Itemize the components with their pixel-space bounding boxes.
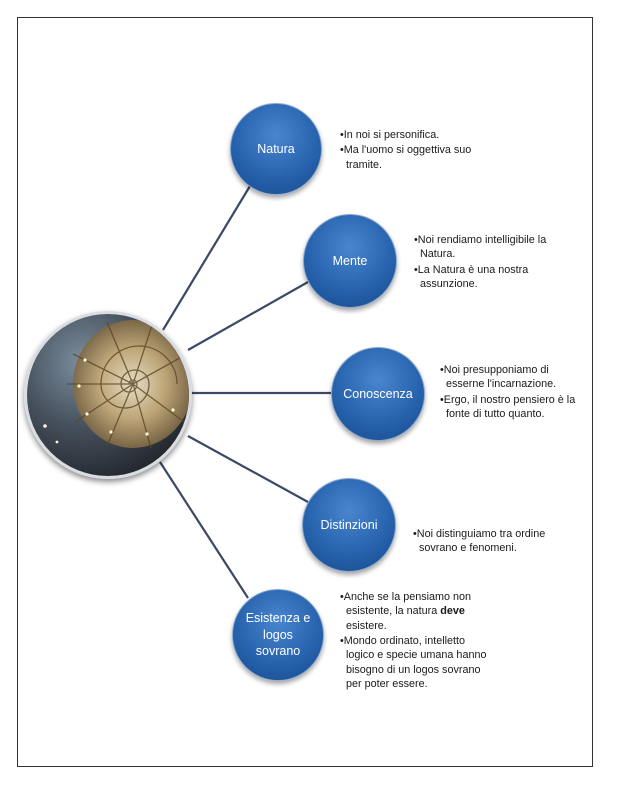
- bullet: •In noi si personifica.: [340, 129, 440, 141]
- nautilus-icon: [27, 314, 189, 476]
- node-conoscenza: [331, 347, 425, 441]
- node-esistenza-label: Esistenza e logos sovrano: [245, 610, 311, 659]
- node-natura-label: Natura: [257, 141, 295, 156]
- bullet: •Noi presupponiamo di esserne l'incarnazione.: [440, 364, 557, 391]
- bullet: •Noi rendiamo intelligibile la Natura.: [414, 234, 547, 261]
- node-distinzioni: [302, 478, 396, 572]
- node-esistenza: [232, 589, 324, 681]
- bullet: •Noi distinguiamo tra ordine sovrano e fenomeni.: [413, 528, 546, 555]
- bullet: •Anche se la pensiamo non esistente, la natura deve esistere.: [340, 591, 472, 632]
- connector-esistenza: [160, 462, 248, 598]
- note-esistenza: [340, 590, 490, 693]
- bullet: •Mondo ordinato, intelletto logico e specie umana hanno bisogno di un logos sovrano per poter essere.: [340, 635, 487, 691]
- emphasis-word: deve: [440, 605, 465, 618]
- bullet: •Ma l'uomo si oggettiva suo tramite.: [340, 144, 472, 171]
- node-mente-label: Mente: [332, 253, 368, 268]
- connector-natura: [163, 186, 250, 330]
- connector-mente: [188, 282, 308, 350]
- connector-distinzioni: [188, 436, 308, 502]
- bullet-esistenza-1: Anche se la pensiamo non esistente, la natura deve esistere.: [343, 591, 472, 632]
- node-distinzioni-label: Distinzioni: [320, 517, 378, 532]
- node-mente: [303, 214, 397, 308]
- bullet: •La Natura è una nostra assunzione.: [414, 263, 529, 291]
- nautilus-shell-image: [24, 311, 192, 479]
- node-natura: [230, 103, 322, 195]
- note-conoscenza: [440, 363, 590, 422]
- bullet: •Ergo, il nostro pensiero è la fonte di tutto quanto.: [440, 393, 576, 421]
- note-distinzioni: [413, 527, 573, 557]
- note-mente: [414, 233, 574, 292]
- note-natura: [340, 128, 510, 173]
- node-conoscenza-label: Conoscenza: [343, 386, 413, 401]
